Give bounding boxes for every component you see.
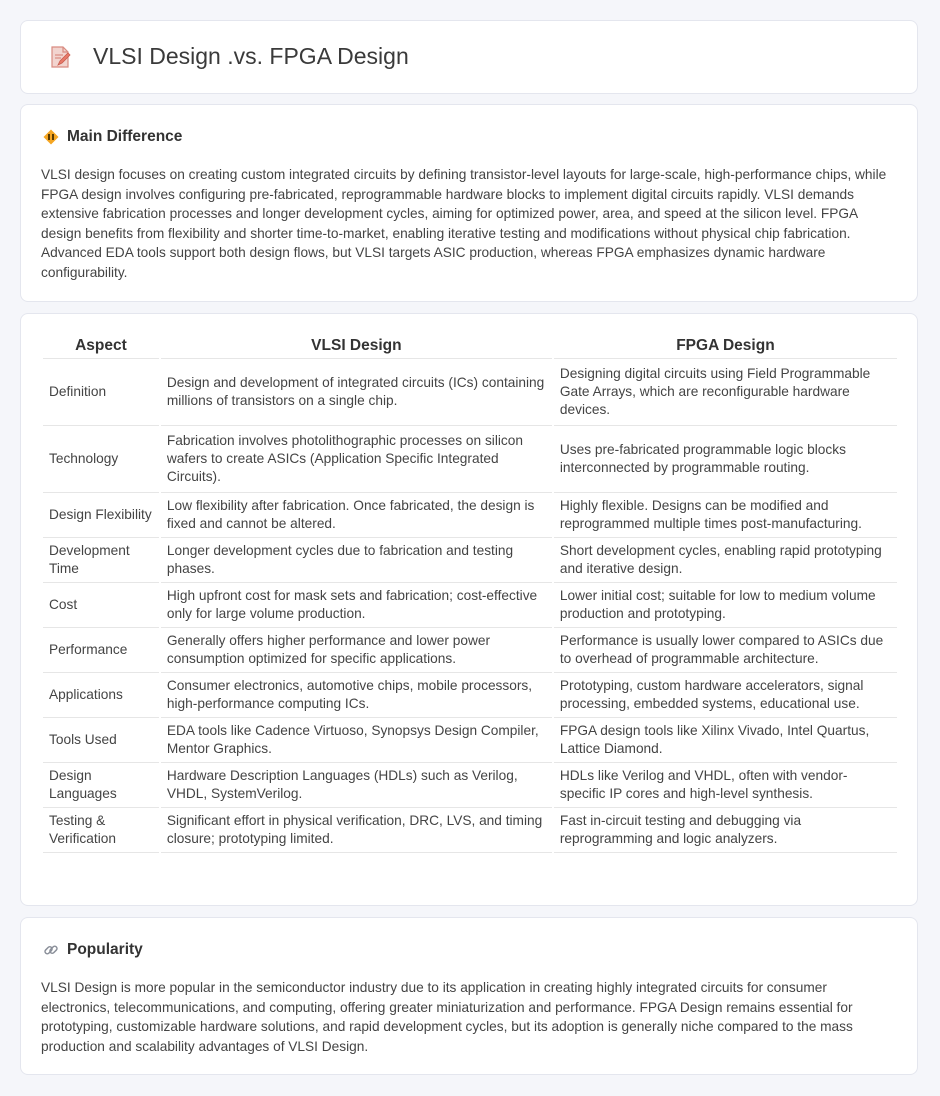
row-aspect: Cost xyxy=(43,583,159,628)
popularity-text: VLSI Design is more popular in the semiconductor industry due to its application in creating highly integrated circuits for consumer electronics, telecommunications, and computing, offering greater miniaturization and performance. FPGA Design remains essential for prototyping, customizable hardware solutions, and rapid development cycles, but its adoption is generally niche compared to the mass production and scalability advantages of VLSI Design. xyxy=(41,980,853,1054)
row-aspect: Definition xyxy=(43,359,159,426)
row-vlsi: Design and development of integrated circuits (ICs) containing millions of transistors on a single chip. xyxy=(161,359,552,426)
row-vlsi: EDA tools like Cadence Virtuoso, Synopsys Design Compiler, Mentor Graphics. xyxy=(161,718,552,763)
table-row xyxy=(43,673,897,718)
row-fpga: Fast in-circuit testing and debugging via reprogramming and logic analyzers. xyxy=(554,808,897,853)
table-header-row xyxy=(43,334,897,359)
table-row xyxy=(43,718,897,763)
row-aspect: Performance xyxy=(43,628,159,673)
table-row xyxy=(43,493,897,538)
row-fpga: Performance is usually lower compared to ASICs due to overhead of programmable architecture. xyxy=(554,628,897,673)
main-difference-text: VLSI design focuses on creating custom integrated circuits by defining transistor-level layouts for large-scale, high-performance chips, while FPGA design involves configuring pre-fabricated, reprogrammable hardware blocks to implement digital circuits rapidly. VLSI demands extensive fabrication processes and longer development cycles, aiming for optimized power, area, and speed at the silicon level. FPGA design benefits from flexibility and shorter time-to-market, enabling iterative testing and modifications without physical chip fabrication. Advanced EDA tools support both design flows, but VLSI targets ASIC production, whereas FPGA emphasizes dynamic hardware configurability. xyxy=(41,167,887,280)
row-vlsi: Significant effort in physical verification, DRC, LVS, and timing closure; prototyping limited. xyxy=(161,808,552,853)
row-vlsi: Generally offers higher performance and lower power consumption optimized for specific applications. xyxy=(161,628,552,673)
row-fpga: Designing digital circuits using Field Programmable Gate Arrays, which are reconfigurable hardware devices. xyxy=(554,359,897,426)
comparison-table-card xyxy=(20,313,918,906)
row-vlsi: Longer development cycles due to fabrication and testing phases. xyxy=(161,538,552,583)
table-row xyxy=(43,538,897,583)
row-fpga: Prototyping, custom hardware accelerators, signal processing, embedded systems, educational use. xyxy=(554,673,897,718)
row-vlsi: Low flexibility after fabrication. Once fabricated, the design is fixed and cannot be altered. xyxy=(161,493,552,538)
row-vlsi: High upfront cost for mask sets and fabrication; cost-effective only for large volume production. xyxy=(161,583,552,628)
header-card xyxy=(20,20,918,94)
main-difference-heading xyxy=(43,128,182,146)
row-fpga: Highly flexible. Designs can be modified and reprogrammed multiple times post-manufacturing. xyxy=(554,493,897,538)
row-vlsi: Consumer electronics, automotive chips, mobile processors, high-performance computing ICs. xyxy=(161,673,552,718)
diamond-compare-icon xyxy=(43,129,59,145)
row-aspect: Design Languages xyxy=(43,763,159,808)
main-difference-title: Main Difference xyxy=(67,128,183,145)
row-fpga: Uses pre-fabricated programmable logic blocks interconnected by programmable routing. xyxy=(554,426,897,493)
document-pencil-icon xyxy=(47,44,73,70)
row-aspect: Development Time xyxy=(43,538,159,583)
row-aspect: Testing & Verification xyxy=(43,808,159,853)
popularity-card xyxy=(20,917,918,1075)
comparison-table xyxy=(41,334,899,853)
page-title: VLSI Design .vs. FPGA Design xyxy=(93,43,409,69)
main-difference-card xyxy=(20,104,918,302)
header-fpga: FPGA Design xyxy=(554,334,897,359)
row-vlsi: Hardware Description Languages (HDLs) such as Verilog, VHDL, SystemVerilog. xyxy=(161,763,552,808)
row-fpga: Short development cycles, enabling rapid prototyping and iterative design. xyxy=(554,538,897,583)
row-aspect: Applications xyxy=(43,673,159,718)
row-aspect: Technology xyxy=(43,426,159,493)
row-fpga: FPGA design tools like Xilinx Vivado, Intel Quartus, Lattice Diamond. xyxy=(554,718,897,763)
table-row xyxy=(43,426,897,493)
link-icon xyxy=(43,942,59,958)
header-vlsi: VLSI Design xyxy=(161,334,552,359)
table-row xyxy=(43,763,897,808)
table-row xyxy=(43,583,897,628)
row-vlsi: Fabrication involves photolithographic processes on silicon wafers to create ASICs (Application Specific Integrated Circuits). xyxy=(161,426,552,493)
popularity-title: Popularity xyxy=(67,941,143,958)
row-aspect: Design Flexibility xyxy=(43,493,159,538)
table-row xyxy=(43,628,897,673)
table-row xyxy=(43,359,897,426)
header-aspect: Aspect xyxy=(43,334,159,359)
table-row xyxy=(43,808,897,853)
popularity-heading xyxy=(43,941,143,959)
row-aspect: Tools Used xyxy=(43,718,159,763)
title-row xyxy=(47,43,409,70)
row-fpga: Lower initial cost; suitable for low to medium volume production and prototyping. xyxy=(554,583,897,628)
row-fpga: HDLs like Verilog and VHDL, often with vendor-specific IP cores and high-level synthesis. xyxy=(554,763,897,808)
